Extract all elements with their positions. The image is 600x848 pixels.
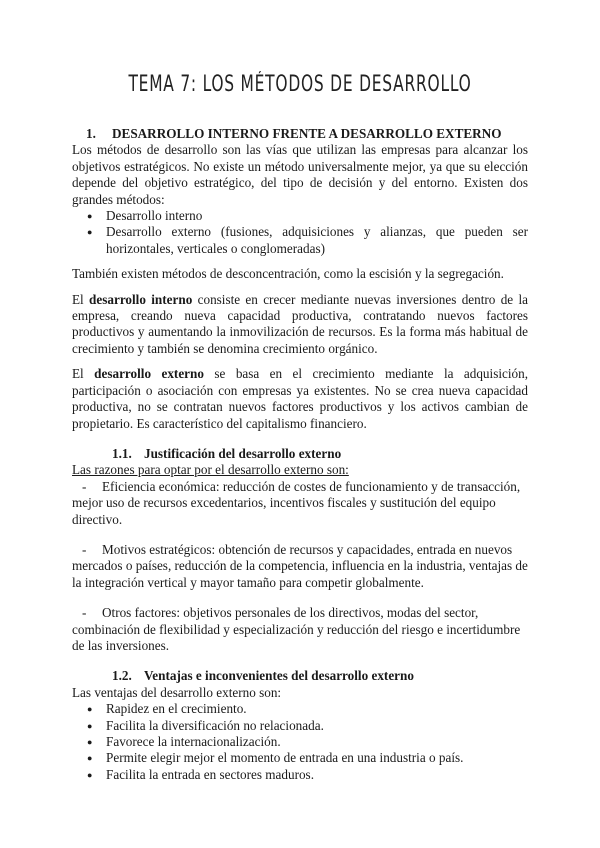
text-run: El	[72, 291, 90, 307]
term-desarrollo-externo: desarrollo externo	[94, 366, 204, 382]
section-number: 1.1.	[112, 445, 132, 461]
list-item: ● Favorece la internacionalización.	[106, 734, 528, 750]
list-item: ● Facilita la entrada en sectores maduros.	[106, 767, 528, 783]
section-1-1-heading	[112, 446, 528, 462]
desconcentracion-paragraph: También existen métodos de desconcentración, como la escisión y la segregación.	[72, 266, 504, 282]
section-number: 1.	[86, 126, 96, 141]
desarrollo-interno-paragraph	[72, 292, 528, 358]
reasons-lead: Las razones para optar por el desarrollo externo son:	[72, 462, 349, 478]
text-run: consiste en crecer mediante nuevas inversiones dentro de la empresa, creando nueva capacidad productiva, contratando nuevos factores productivos y aumentando la inmovilización de recursos. Es la forma más habitual de crecimiento y también se denomina crecimiento orgánico.	[72, 291, 528, 356]
section-1-2-heading	[112, 668, 528, 684]
intro-paragraph: Los métodos de desarrollo son las vías que utilizan las empresas para alcanzar los objetivos estratégicos. No existe un método universalmente mejor, ya que su elección depende del objetivo estratégico, del tipo de decisión y del entorno. Existen dos grandes métodos:	[72, 142, 528, 207]
list-item: ● Facilita la diversificación no relacionada.	[106, 718, 528, 734]
reason-text: Otros factores: objetivos personales de los directivos, modas del sector, combinación de flexibilidad y especialización y reducción del riesgo e incertidumbre de las inversiones.	[72, 605, 521, 653]
list-item: ● Permite elegir mejor el momento de entrada en una industria o país.	[106, 750, 528, 766]
section-title: Ventajas e inconvenientes del desarrollo externo	[144, 668, 414, 684]
methods-list	[72, 208, 528, 257]
reason-item	[72, 479, 528, 528]
desarrollo-externo-paragraph	[72, 366, 528, 432]
list-item: ● Desarrollo externo (fusiones, adquisiciones y alianzas, que pueden ser horizontales, verticales o conglomeradas)	[106, 224, 528, 257]
reason-item	[72, 605, 528, 654]
page-title: TEMA 7: LOS MÉTODOS DE DESARROLLO	[128, 72, 472, 97]
advantages-list	[72, 701, 528, 783]
section-title: Justificación del desarrollo externo	[144, 445, 342, 461]
dash-marker: -	[82, 478, 87, 494]
list-item: ● Desarrollo interno	[106, 208, 528, 224]
dash-marker: -	[82, 605, 87, 621]
reason-text: Motivos estratégicos: obtención de recursos y capacidades, entrada en nuevos mercados o países, reducción de la competencia, influencia en la industria, ventajas de la integración vertical y mayor tamaño para competir globalmente.	[72, 541, 528, 590]
dash-marker: -	[82, 541, 87, 557]
text-run: El	[72, 366, 95, 382]
section-title: DESARROLLO INTERNO FRENTE A DESARROLLO EXTERNO	[112, 126, 502, 141]
section-number: 1.2.	[112, 668, 132, 684]
section-1-heading	[86, 126, 528, 142]
document-body	[72, 126, 528, 783]
advantages-lead: Las ventajas del desarrollo externo son:	[72, 684, 282, 700]
reason-text: Eficiencia económica: reducción de costes de funcionamiento y de transacción, mejor uso de recursos excedentarios, incentivos fiscales y sustitución del equipo directivo.	[72, 478, 521, 527]
term-desarrollo-interno: desarrollo interno	[89, 291, 193, 307]
text-run: se basa en el crecimiento mediante la adquisición, participación o asociación con empresas ya existentes. No se crea nueva capacidad productiva, no se contratan nuevos factores productivos y los activos cambian de propietario. Es característico del capitalismo financiero.	[72, 366, 528, 431]
reason-item	[72, 542, 528, 591]
list-item: ● Rapidez en el crecimiento.	[106, 701, 528, 717]
